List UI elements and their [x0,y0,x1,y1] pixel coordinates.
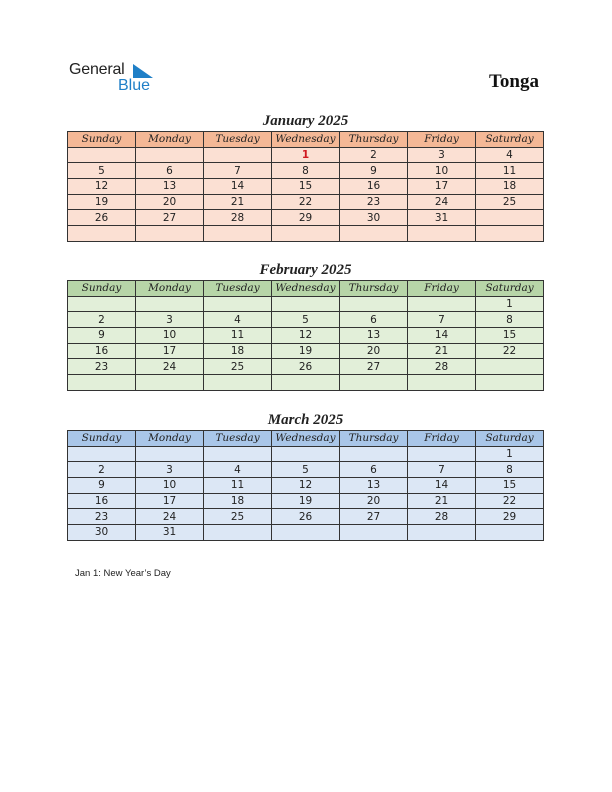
weekday-header: Monday [136,281,204,297]
weekday-header: Friday [408,132,476,148]
day-cell: 16 [340,179,408,195]
day-cell: 17 [408,179,476,195]
week-row [68,147,544,163]
day-cell: 2 [68,462,136,478]
day-cell: 20 [136,194,204,210]
day-cell: 15 [476,328,544,344]
day-cell: 24 [408,194,476,210]
day-cell: 22 [476,343,544,359]
week-row [68,446,544,462]
day-cell: 28 [408,509,476,525]
day-cell: 3 [408,147,476,163]
day-cell [272,375,340,391]
day-cell: 12 [68,179,136,195]
day-cell: 5 [68,163,136,179]
month-january [67,111,544,242]
week-row [68,328,544,344]
week-row [68,312,544,328]
weekday-header: Monday [136,431,204,447]
day-cell: 23 [340,194,408,210]
day-cell: 21 [408,343,476,359]
day-cell: 10 [408,163,476,179]
day-cell: 15 [476,478,544,494]
day-cell [408,375,476,391]
day-cell: 4 [476,147,544,163]
weekday-header: Sunday [68,281,136,297]
day-cell: 30 [68,525,136,541]
logo-triangle-icon [133,64,153,78]
day-cell: 14 [204,179,272,195]
day-cell [272,226,340,242]
day-cell: 6 [136,163,204,179]
day-cell: 18 [476,179,544,195]
week-row [68,296,544,312]
weekday-header: Thursday [340,281,408,297]
week-row [68,226,544,242]
day-cell: 23 [68,509,136,525]
day-cell: 24 [136,509,204,525]
day-cell: 29 [272,210,340,226]
day-cell: 14 [408,478,476,494]
day-cell [476,375,544,391]
day-cell [136,375,204,391]
weekday-header: Sunday [68,132,136,148]
country-title: Tonga [489,71,539,92]
day-cell: 24 [136,359,204,375]
day-cell [204,296,272,312]
week-row [68,179,544,195]
day-cell [136,446,204,462]
day-cell: 11 [204,328,272,344]
day-cell: 14 [408,328,476,344]
holiday-note: Jan 1: New Year’s Day [75,568,171,579]
day-cell: 22 [272,194,340,210]
day-cell: 20 [340,493,408,509]
logo-word-general: General [69,61,125,78]
week-row [68,163,544,179]
calendar-table [67,131,544,242]
day-cell: 11 [476,163,544,179]
day-cell: 7 [408,462,476,478]
day-cell [340,226,408,242]
day-cell: 17 [136,343,204,359]
day-cell: 3 [136,312,204,328]
day-cell: 12 [272,478,340,494]
day-cell [136,296,204,312]
day-cell: 25 [476,194,544,210]
day-cell: 15 [272,179,340,195]
day-cell: 26 [272,359,340,375]
day-cell [204,226,272,242]
day-cell [204,525,272,541]
day-cell: 20 [340,343,408,359]
day-cell: 21 [204,194,272,210]
day-cell: 2 [340,147,408,163]
day-cell: 9 [340,163,408,179]
day-cell [272,525,340,541]
day-cell: 12 [272,328,340,344]
month-march [67,410,544,541]
day-cell [476,210,544,226]
day-cell: 13 [136,179,204,195]
day-cell: 1 [272,147,340,163]
day-cell: 7 [408,312,476,328]
day-cell [136,226,204,242]
day-cell: 9 [68,478,136,494]
day-cell: 10 [136,328,204,344]
day-cell: 19 [68,194,136,210]
day-cell: 13 [340,328,408,344]
day-cell: 8 [272,163,340,179]
day-cell [272,446,340,462]
weekday-header: Thursday [340,132,408,148]
day-cell [340,296,408,312]
day-cell: 6 [340,462,408,478]
weekday-header: Friday [408,281,476,297]
day-cell: 1 [476,296,544,312]
day-cell: 30 [340,210,408,226]
weekday-header: Friday [408,431,476,447]
week-row [68,493,544,509]
day-cell: 27 [340,359,408,375]
day-cell: 2 [68,312,136,328]
day-cell: 18 [204,343,272,359]
day-cell [340,446,408,462]
day-cell: 27 [340,509,408,525]
weekday-header: Wednesday [272,132,340,148]
weekday-header: Thursday [340,431,408,447]
week-row [68,509,544,525]
day-cell [68,226,136,242]
weekday-header: Monday [136,132,204,148]
day-cell: 1 [476,446,544,462]
day-cell: 18 [204,493,272,509]
day-cell [476,226,544,242]
weekday-header: Saturday [476,132,544,148]
day-cell: 25 [204,509,272,525]
weekday-header: Tuesday [204,132,272,148]
day-cell: 17 [136,493,204,509]
weekday-header: Saturday [476,431,544,447]
day-cell: 5 [272,462,340,478]
month-title: February 2025 [259,262,352,278]
weekday-header: Saturday [476,281,544,297]
day-cell: 29 [476,509,544,525]
day-cell [68,147,136,163]
day-cell [204,446,272,462]
day-cell: 11 [204,478,272,494]
day-cell: 31 [136,525,204,541]
day-cell [340,375,408,391]
day-cell: 4 [204,462,272,478]
calendar-table [67,430,544,541]
day-cell: 9 [68,328,136,344]
day-cell [204,147,272,163]
day-cell: 13 [340,478,408,494]
day-cell: 21 [408,493,476,509]
day-cell: 10 [136,478,204,494]
day-cell: 26 [272,509,340,525]
day-cell: 25 [204,359,272,375]
calendar-table [67,280,544,391]
weekday-header: Tuesday [204,281,272,297]
day-cell [408,525,476,541]
week-row [68,343,544,359]
day-cell: 6 [340,312,408,328]
day-cell [408,226,476,242]
day-cell [204,375,272,391]
day-cell [340,525,408,541]
day-cell: 26 [68,210,136,226]
week-row [68,462,544,478]
day-cell: 8 [476,462,544,478]
day-cell: 16 [68,343,136,359]
day-cell [476,525,544,541]
logo-word-blue: Blue [118,77,151,94]
brand-logo [69,61,159,97]
day-cell: 5 [272,312,340,328]
week-row [68,478,544,494]
day-cell [408,296,476,312]
day-cell: 3 [136,462,204,478]
day-cell: 7 [204,163,272,179]
weekday-header: Wednesday [272,281,340,297]
day-cell: 19 [272,493,340,509]
week-row [68,375,544,391]
day-cell [476,359,544,375]
day-cell [68,296,136,312]
day-cell: 27 [136,210,204,226]
day-cell: 19 [272,343,340,359]
day-cell [408,446,476,462]
day-cell: 28 [204,210,272,226]
month-title: March 2025 [267,412,344,428]
day-cell [136,147,204,163]
week-row [68,194,544,210]
week-row [68,525,544,541]
day-cell [68,375,136,391]
day-cell [272,296,340,312]
day-cell: 8 [476,312,544,328]
day-cell: 4 [204,312,272,328]
day-cell: 16 [68,493,136,509]
weekday-header: Sunday [68,431,136,447]
day-cell: 23 [68,359,136,375]
day-cell: 31 [408,210,476,226]
week-row [68,210,544,226]
holiday-notes [75,568,171,579]
weekday-header: Wednesday [272,431,340,447]
month-february [67,260,544,391]
day-cell: 22 [476,493,544,509]
day-cell: 28 [408,359,476,375]
week-row [68,359,544,375]
day-cell [68,446,136,462]
weekday-header: Tuesday [204,431,272,447]
month-title: January 2025 [262,113,349,129]
